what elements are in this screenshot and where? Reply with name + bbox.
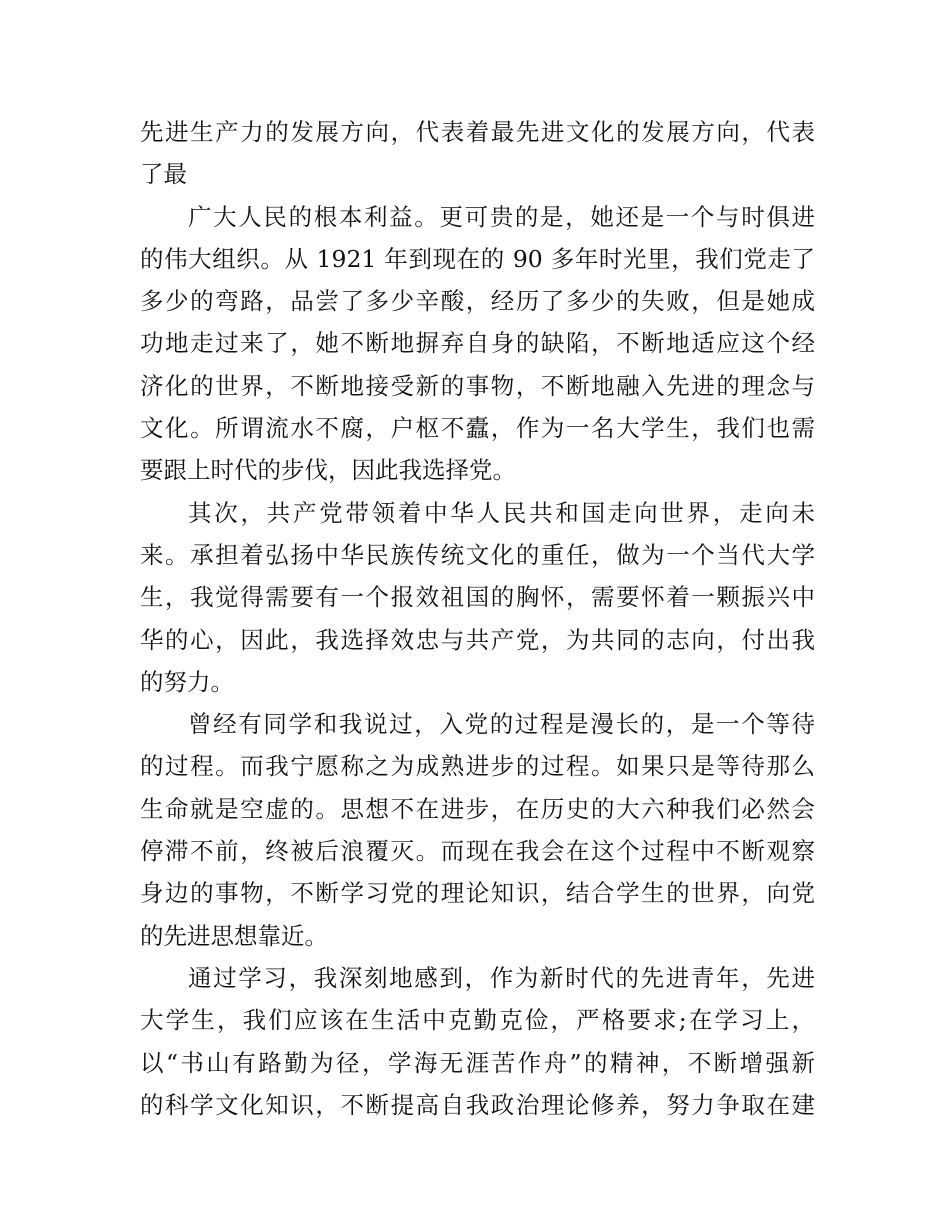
text-line: 生命就是空虚的。思想不在进步，在历史的大六种我们必然会 (140, 794, 815, 823)
text-line: 了最 (140, 160, 187, 189)
text-line: 以“书山有路勤为径，学海无涯苦作舟”的精神，不断增强新 (140, 1048, 815, 1077)
text-line: 的过程。而我宁愿称之为成熟进步的过程。如果只是等待那么 (140, 752, 815, 781)
text-line: 文化。所谓流水不腐，户枢不蠹，作为一名大学生，我们也需 (140, 414, 815, 443)
text-line: 的科学文化知识，不断提高自我政治理论修养，努力争取在建 (140, 1090, 815, 1119)
text-line: 生，我觉得需要有一个报效祖国的胸怀，需要怀着一颗振兴中 (140, 583, 815, 612)
paragraph-first-line: 其次，共产党带领着中华人民共和国走向世界，走向未 (188, 498, 815, 527)
text-line: 功地走过来了，她不断地摒弃自身的缺陷，不断地适应这个经 (140, 329, 815, 358)
text-line: 要跟上时代的步伐，因此我选择党。 (140, 456, 516, 485)
body-text (140, 111, 815, 1126)
text-line: 来。承担着弘扬中华民族传统文化的重任，做为一个当代大学 (140, 540, 815, 569)
paragraph-first-line: 广大人民的根本利益。更可贵的是，她还是一个与时俱进 (188, 202, 815, 231)
text-line: 身边的事物，不断学习党的理论知识，结合学生的世界，向党 (140, 879, 815, 908)
text-line: 多少的弯路，品尝了多少辛酸，经历了多少的失败，但是她成 (140, 287, 815, 316)
text-line: 的先进思想靠近。 (140, 921, 328, 950)
text-line: 华的心，因此，我选择效忠与共产党，为共同的志向，付出我 (140, 625, 815, 654)
text-line: 停滞不前，终被后浪覆灭。而现在我会在这个过程中不断观察 (140, 837, 815, 866)
text-line: 的努力。 (140, 667, 234, 696)
paragraph-first-line: 曾经有同学和我说过，入党的过程是漫长的，是一个等待 (188, 710, 815, 739)
text-line: 的伟大组织。从 1921 年到现在的 90 多年时光里，我们党走了 (140, 244, 815, 273)
text-line: 先进生产力的发展方向，代表着最先进文化的发展方向，代表 (140, 118, 815, 146)
text-line: 济化的世界，不断地接受新的事物，不断地融入先进的理念与 (140, 371, 815, 400)
paragraph-first-line: 通过学习，我深刻地感到，作为新时代的先进青年，先进 (188, 963, 815, 992)
text-line: 大学生，我们应该在生活中克勤克俭，严格要求;在学习上， (140, 1006, 815, 1035)
